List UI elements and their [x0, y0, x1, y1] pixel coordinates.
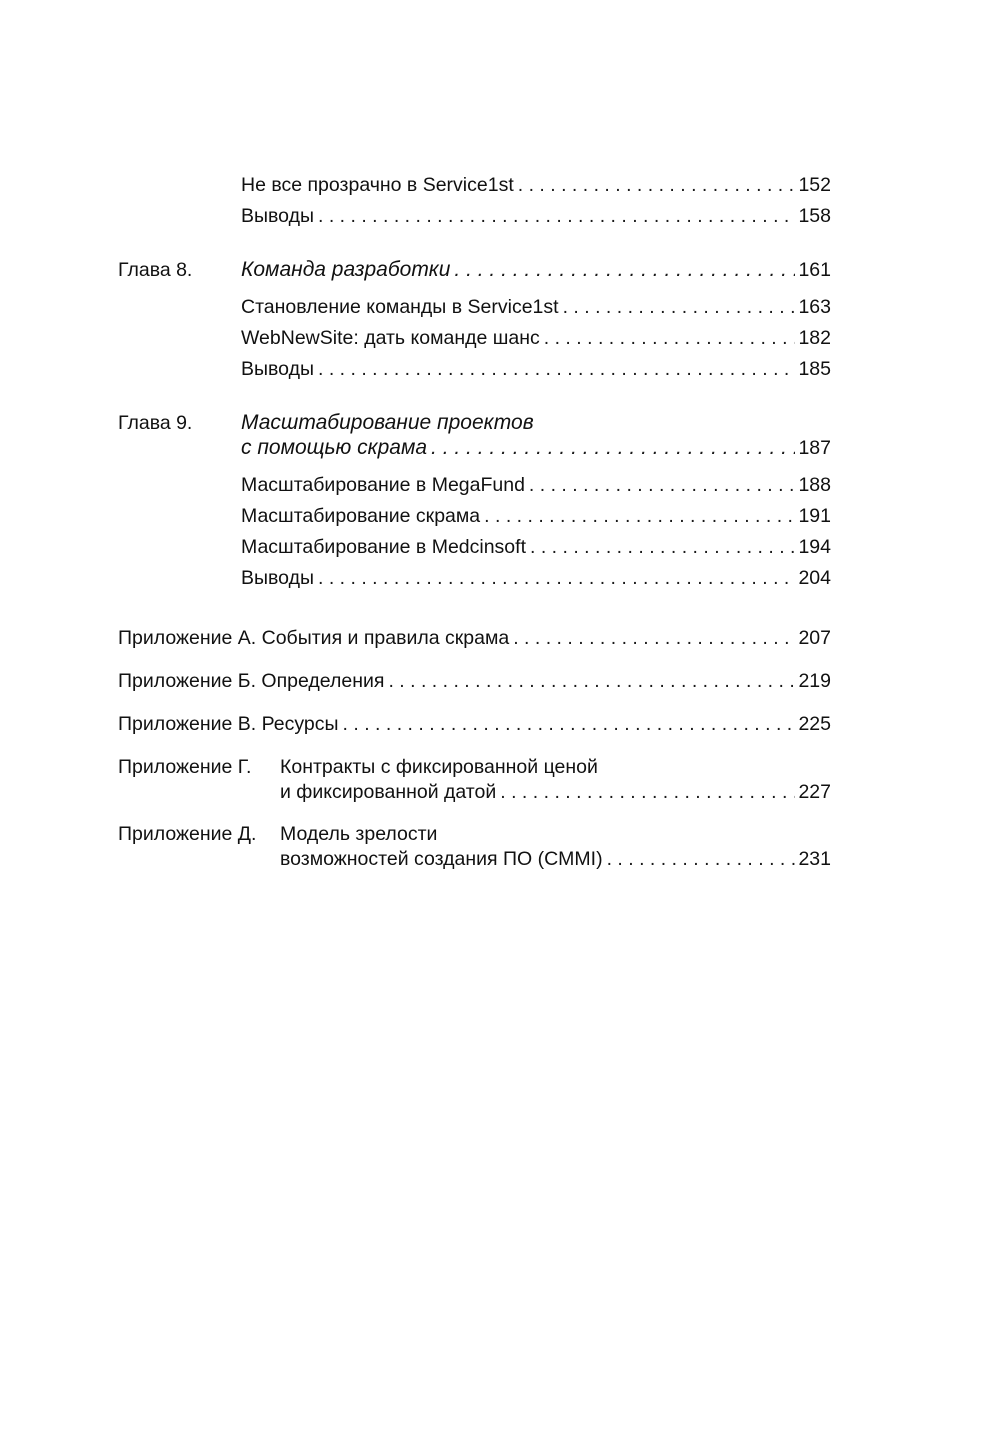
appendix-title-line1[interactable]: Модель зрелости	[280, 823, 438, 845]
leader-dots	[454, 254, 795, 286]
toc-entry-section[interactable]	[241, 531, 831, 563]
toc-entry-section[interactable]	[241, 500, 831, 532]
toc-entry-title: Выводы	[241, 567, 314, 589]
toc-entry-page: 194	[798, 536, 831, 558]
chapter-label: Глава 8.	[118, 259, 193, 281]
toc-entry-title: WebNewSite: дать команде шанс	[241, 327, 540, 349]
toc-entry-title: Становление команды в Service1st	[241, 296, 559, 318]
toc-entry-page: 231	[798, 848, 831, 870]
chapter-title: Команда разработки	[241, 258, 451, 281]
leader-dots	[529, 469, 796, 501]
toc-entry-page: 227	[798, 781, 831, 803]
leader-dots	[318, 200, 795, 232]
appendix-title: Приложение Б. Определения	[118, 670, 385, 692]
toc-row-appendix-cont	[0, 776, 993, 808]
toc-entry-title: Масштабирование в Medcinsoft	[241, 536, 526, 558]
toc-row	[0, 562, 993, 594]
leader-dots	[513, 622, 795, 654]
toc-entry-title: Масштабирование в MegaFund	[241, 474, 525, 496]
toc-entry-page: 225	[798, 713, 831, 735]
toc-entry-section[interactable]	[241, 562, 831, 594]
toc-row-chapter	[0, 254, 993, 286]
toc-entry-section[interactable]	[241, 469, 831, 501]
leader-dots	[318, 353, 795, 385]
appendix-title: Приложение А. События и правила скрама	[118, 627, 510, 649]
leader-dots	[431, 432, 795, 464]
toc-entry-appendix-b[interactable]	[118, 665, 831, 697]
toc-entry-page: 152	[798, 174, 831, 196]
toc-row-appendix	[0, 665, 993, 697]
toc-entry-title: Не все прозрачно в Service1st	[241, 174, 514, 196]
leader-dots	[484, 500, 795, 532]
toc-entry-title: Выводы	[241, 205, 314, 227]
toc-row	[0, 531, 993, 563]
toc-entry-chapter[interactable]	[241, 432, 831, 464]
leader-dots	[518, 169, 796, 201]
leader-dots	[388, 665, 795, 697]
toc-entry-section[interactable]	[241, 322, 831, 354]
leader-dots	[343, 708, 796, 740]
toc-row	[0, 500, 993, 532]
toc-entry-page: 158	[798, 205, 831, 227]
appendix-title-line1[interactable]: Контракты с фиксированной ценой	[280, 756, 598, 778]
toc-entry-page: 207	[798, 627, 831, 649]
appendix-label: Приложение Г.	[118, 756, 252, 778]
toc-entry-page: 182	[798, 327, 831, 349]
appendix-title: Приложение В. Ресурсы	[118, 713, 339, 735]
appendix-label: Приложение Д.	[118, 823, 257, 845]
toc-row-appendix-cont	[0, 843, 993, 875]
toc-entry-section[interactable]	[241, 200, 831, 232]
toc-row	[0, 469, 993, 501]
toc-entry-appendix-g[interactable]	[280, 776, 831, 808]
toc-row	[0, 322, 993, 354]
toc-entry-title: Выводы	[241, 358, 314, 380]
toc-entry-page: 185	[798, 358, 831, 380]
leader-dots	[563, 291, 796, 323]
toc-row	[0, 200, 993, 232]
toc-row	[0, 169, 993, 201]
leader-dots	[318, 562, 795, 594]
toc-entry-appendix-d[interactable]	[280, 843, 831, 875]
toc-row-chapter-cont	[0, 432, 993, 464]
toc-entry-page: 187	[798, 437, 831, 459]
leader-dots	[607, 843, 796, 875]
appendix-title-line2: возможностей создания ПО (CMMI)	[280, 848, 603, 870]
appendix-title-line2: и фиксированной датой	[280, 781, 497, 803]
toc-entry-section[interactable]	[241, 169, 831, 201]
leader-dots	[544, 322, 796, 354]
leader-dots	[530, 531, 795, 563]
toc-entry-title: Масштабирование скрама	[241, 505, 481, 527]
toc-entry-page: 163	[798, 296, 831, 318]
toc-row-appendix	[0, 622, 993, 654]
toc-row-appendix	[0, 708, 993, 740]
toc-entry-chapter[interactable]	[241, 254, 831, 286]
toc-entry-appendix-v[interactable]	[118, 708, 831, 740]
toc-entry-page: 188	[798, 474, 831, 496]
toc-entry-page: 204	[798, 567, 831, 589]
toc-entry-section[interactable]	[241, 353, 831, 385]
toc-entry-appendix-a[interactable]	[118, 622, 831, 654]
toc-row	[0, 291, 993, 323]
toc-entry-page: 191	[798, 505, 831, 527]
toc-entry-page: 161	[798, 259, 831, 281]
chapter-title-line1[interactable]: Масштабирование проектов	[241, 411, 534, 434]
leader-dots	[500, 776, 795, 808]
chapter-title-line2: с помощью скрама	[241, 436, 428, 459]
toc-entry-section[interactable]	[241, 291, 831, 323]
toc-entry-page: 219	[798, 670, 831, 692]
chapter-label: Глава 9.	[118, 412, 193, 434]
toc-row	[0, 353, 993, 385]
